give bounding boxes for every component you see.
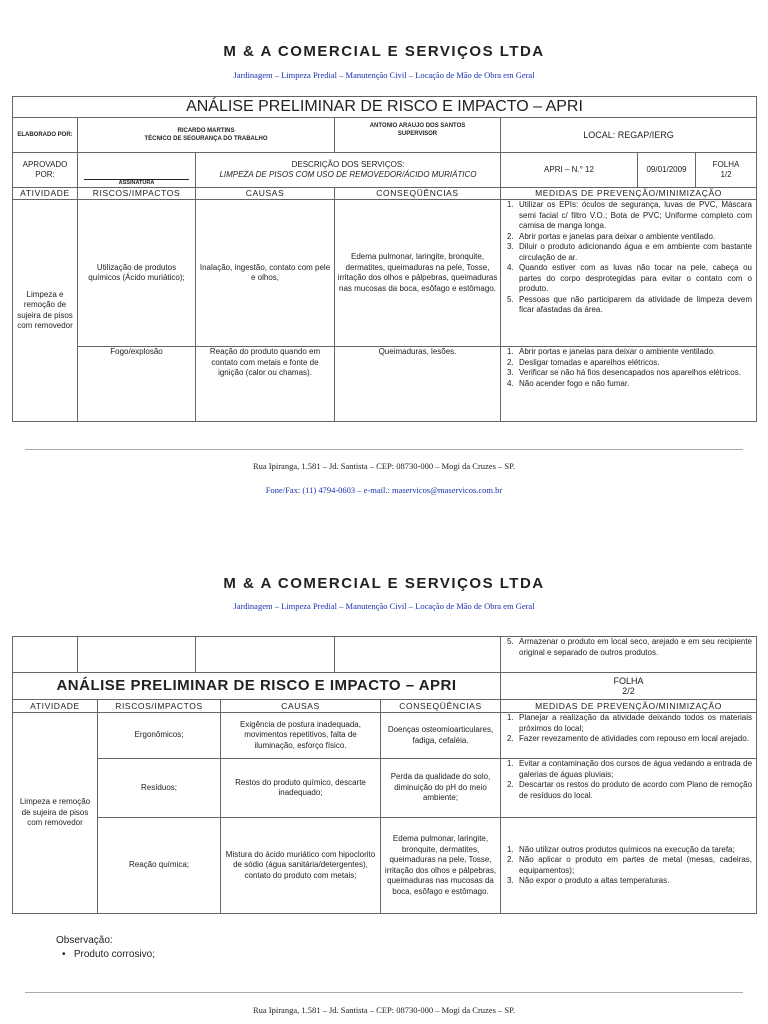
table-row: [13, 759, 757, 818]
observacao-label: Observação:: [56, 935, 113, 946]
table-row: [13, 713, 757, 759]
risco: Reação química;: [98, 818, 221, 914]
divider: [25, 992, 743, 993]
local: LOCAL: REGAP/IERG: [501, 118, 757, 153]
header-riscos: RISCOS/IMPACTOS: [98, 700, 221, 713]
medida-item: 3. Verificar se não há fios desencapados nos aparelhos elétricos.: [507, 368, 741, 377]
elaborado-name: RICARDO MARTINS: [177, 128, 235, 134]
folha-label: FOLHA: [613, 675, 644, 686]
medida-item: 5. Pessoas que não participarem da atividade de limpeza devem ficar afastadas da área.: [507, 294, 752, 314]
elaborado-label: ELABORADO POR:: [13, 118, 78, 153]
supervisor-name: ANTONIO ARAUJO DOS SANTOS: [369, 123, 466, 129]
medidas-list: [503, 759, 754, 801]
medidas-list: [503, 200, 754, 316]
supervisor-role: SUPERVISOR: [397, 131, 438, 137]
consequencia: Edema pulmonar, laringite, bronquite, dermatites, queimaduras na pele, Tosse, irritação dos olhos e pálpebras, queimaduras nas mucosas da boca, esôfago e estômago.: [335, 200, 501, 347]
header-medidas: MEDIDAS DE PREVENÇÃO/MINIMIZAÇÃO: [501, 700, 757, 713]
medida-item: 1. Evitar a contaminação dos cursos de água vedando a entrada de galerias de águas pluviais;: [507, 759, 753, 779]
medida-item: 2. Descartar os restos do produto de acordo com Plano de remoção de resíduos do local.: [507, 780, 753, 800]
medida-item: 2. Fazer revezamento de atividades com repouso em local arejado.: [507, 734, 749, 743]
header-causas: CAUSAS: [221, 700, 381, 713]
table-row: [13, 200, 757, 347]
apri-table-page2: [12, 672, 757, 914]
causa: Inalação, ingestão, contato com pele e olhos,: [196, 200, 335, 347]
header-riscos: RISCOS/IMPACTOS: [78, 188, 196, 200]
medida-item: 1. Planejar a realização da atividade deixando todos os materiais próximos do local;: [507, 713, 753, 733]
atividade: Limpeza e remoção de sujeira de pisos com removedor: [13, 200, 78, 422]
continued-item: Armazenar o produto em local seco, arejado e em seu recipiente original e separado de outros produtos.: [519, 637, 752, 657]
footer-contact[interactable]: Fone/Fax: (11) 4794-0603 – e-mail.: maservicos@maservicos.com.br: [265, 485, 503, 495]
medida-item: 2. Abrir portas e janelas para deixar o ambiente ventilado.: [507, 231, 716, 241]
consequencia: Edema pulmonar, laringite, bronquite, dermatites, queimaduras na pele, Tosse, irritação dos olhos e pálpebras, queimaduras nas mucosas da boca, esôfago e estômago.: [381, 818, 501, 914]
apri-number: APRI – N.° 12: [501, 153, 638, 188]
services-line: Jardinagem – Limpeza Predial – Manutenção Civil – Locação de Mão de Obra em Geral: [233, 601, 535, 611]
causa: Exigência de postura inadequada, movimentos repetitivos, falta de iluminação, esforço físico.: [221, 713, 381, 759]
header-atividade: ATIVIDADE: [13, 188, 78, 200]
header-atividade: ATIVIDADE: [13, 700, 98, 713]
causa: Mistura do ácido muriático com hipoclorito de sódio (água sanitária/detergentes), contato do produto com metais;: [221, 818, 381, 914]
risco: Ergonômicos;: [98, 713, 221, 759]
medida-item: 1. Não utilizar outros produtos químicos na execução da tarefa;: [507, 844, 735, 854]
header-consequencias: CONSEQÜÊNCIAS: [381, 700, 501, 713]
folha-value: 1/2: [720, 170, 732, 179]
header-causas: CAUSAS: [196, 188, 335, 200]
divider: [25, 449, 743, 450]
apri-table-page1: [12, 96, 757, 422]
table-row: [13, 347, 757, 422]
consequencia: Doenças osteomioarticulares, fadiga, cefaléia.: [381, 713, 501, 759]
footer-address: Rua Ipiranga, 1.581 – Jd. Santista – CEP: 08730-000 – Mogi da Cruzes – SP.: [252, 1005, 516, 1015]
footer-address: Rua Ipiranga, 1.581 – Jd. Santista – CEP: 08730-000 – Mogi da Cruzes – SP.: [252, 461, 516, 471]
company-name: M & A COMERCIAL E SERVIÇOS LTDA: [223, 43, 545, 60]
medida-item: 1. Utilizar os EPIs: óculos de segurança, luvas de PVC, Máscara semi facial c/ filtro V.O.; Bota de PVC; Uniforme completo com camisa de manga longa.: [507, 200, 752, 230]
medidas-list: 5. Armazenar o produto em local seco, arejado e em seu recipiente original e separado de outros produtos.: [507, 637, 752, 657]
medida-item: 4. Não acender fogo e não fumar.: [507, 378, 630, 388]
medidas-list: [503, 845, 754, 887]
observacao-item: • Produto corrosivo;: [62, 949, 156, 960]
risco: Resíduos;: [98, 759, 221, 818]
folha-label: FOLHA: [712, 159, 740, 169]
apri-table-page2-continuation: [12, 636, 757, 673]
header-consequencias: CONSEQÜÊNCIAS: [335, 188, 501, 200]
doc-title: ANÁLISE PRELIMINAR DE RISCO E IMPACTO – APRI: [13, 673, 501, 700]
date: 09/01/2009: [638, 153, 696, 188]
medida-item: 2. Não aplicar o produto em partes de metal (mesas, cadeiras, equipamentos);: [507, 855, 753, 875]
signature-line: ASSINATURA: [84, 179, 189, 187]
consequencia: Queimaduras, lesões.: [335, 347, 501, 422]
elaborado-role: TÉCNICO DE SEGURANÇA DO TRABALHO: [144, 136, 268, 142]
medida-item: 3. Diluir o produto adicionando água e em ambiente com bastante circulação de ar.: [507, 242, 752, 262]
company-name: M & A COMERCIAL E SERVIÇOS LTDA: [223, 575, 545, 592]
bullet-icon: •: [62, 949, 66, 960]
folha-value: 2/2: [622, 686, 635, 696]
medida-item: 4. Quando estiver com as luvas não tocar na pele, cabeça ou partes do corpo desprotegidas para evitar o contato com o produto.: [507, 263, 752, 293]
consequencia: Perda da qualidade do solo, diminuição do pH do meio ambiente;: [381, 759, 501, 818]
header-medidas: MEDIDAS DE PREVENÇÃO/MINIMIZAÇÃO: [501, 188, 757, 200]
medidas-list: [503, 347, 754, 389]
aprovado-label: APROVADO POR:: [13, 153, 78, 188]
risco: Fogo/explosão: [78, 347, 196, 422]
medida-item: 1. Abrir portas e janelas para deixar o ambiente ventilado.: [507, 347, 716, 356]
services-line: Jardinagem – Limpeza Predial – Manutenção Civil – Locação de Mão de Obra em Geral: [233, 70, 535, 80]
doc-title: ANÁLISE PRELIMINAR DE RISCO E IMPACTO – APRI: [13, 97, 757, 118]
descricao-label: DESCRIÇÃO DOS SERVIÇOS:: [291, 159, 405, 169]
medida-item: 3. Não expor o produto a altas temperaturas.: [507, 876, 670, 885]
medidas-list: [503, 713, 754, 745]
descricao: LIMPEZA DE PISOS COM USO DE REMOVEDOR/ÁCIDO MURIÁTICO: [219, 170, 477, 179]
medida-item: 2. Desligar tomadas e aparelhos elétricos.: [507, 357, 660, 367]
risco: Utilização de produtos químicos (Ácido muriático);: [78, 200, 196, 347]
atividade: Limpeza e remoção de sujeira de pisos com removedor: [13, 713, 98, 914]
causa: Reação do produto quando em contato com metais e fonte de ignição (calor ou chamas).: [196, 347, 335, 422]
table-row: [13, 818, 757, 914]
causa: Restos do produto químico, descarte inadequado;: [221, 759, 381, 818]
